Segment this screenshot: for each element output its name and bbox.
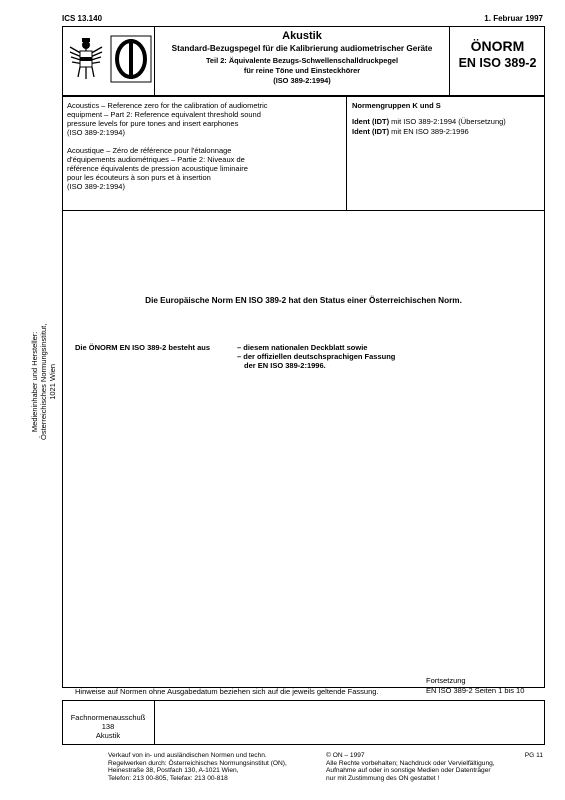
- austrian-eagle-logo: [64, 35, 108, 88]
- header-subtitle: Standard-Bezugspegel für die Kalibrierung audiometrischer Geräte: [171, 44, 433, 53]
- consists-list: – diesem nationalen Deckblatt sowie – der offiziellen deutschsprachigen Fassung der EN ISO 389-2:1996.: [237, 343, 396, 370]
- footer-sales-info: Verkauf von in- und ausländischen Normen und techn. Regelwerken durch: Österreichisches Normungsinstitut (ON), Heinestraße 38, Postfach 130, A-1021 Wien, Telefon: 213 00-805, Telefax: 213 00-818: [108, 752, 287, 782]
- english-title: Acoustics – Reference zero for the calibration of audiometric equipment – Part 2: Reference equivalent threshold sound pressure levels for pure tones and insert earphones (ISO 389-2:1994): [67, 101, 268, 137]
- continuation-pages: EN ISO 389-2 Seiten 1 bis 10: [426, 686, 525, 695]
- header-part-line1: Teil 2: Äquivalente Bezugs-Schwellenschalldruckpegel: [205, 56, 399, 65]
- continuation-label: Fortsetzung: [426, 676, 466, 685]
- norm-groups: Normengruppen K und S: [352, 101, 441, 110]
- ident-line-2: Ident (IDT) mit EN ISO 389-2:1996: [352, 127, 469, 136]
- header-part-line2: für reine Töne und Einsteckhörer: [243, 66, 361, 75]
- issue-date: 1. Februar 1997: [484, 14, 543, 23]
- footer-copyright: © ON – 1997 Alle Rechte vorbehalten; Nachdruck oder Vervielfältigung, Aufnahme auf oder in sonstige Medien oder Datenträger nur mit Zustimmung des ON gestattet !: [326, 752, 495, 782]
- consists-label: Die ÖNORM EN ISO 389-2 besteht aus: [75, 343, 211, 352]
- header-part-line3: (ISO 389-2:1994): [273, 76, 331, 85]
- ics-code: ICS 13.140: [62, 14, 103, 23]
- header-title: Akustik: [282, 30, 322, 42]
- status-statement: Die Europäische Norm EN ISO 389-2 hat den Status einer Österreichischen Norm.: [145, 296, 462, 305]
- hint-text: Hinweise auf Normen ohne Ausgabedatum beziehen sich auf die jeweils geltende Fassung.: [75, 687, 379, 696]
- publisher-side-text: Medieninhaber und Hersteller: Österreichisches Normungsinstitut, 1021 Wien: [30, 323, 57, 440]
- on-logo: [110, 35, 152, 88]
- committee-info: Fachnormenausschuß 138 Akustik: [70, 713, 146, 740]
- french-title: Acoustique – Zéro de référence pour l'étalonnage d'équipements audiométriques – Partie 2: Niveaux de référence équivalents de pression acoustique liminaire pour les écouteurs à son purs et à insertion (ISO 389-2:1994): [67, 146, 248, 191]
- ident-line-1: Ident (IDT) mit ISO 389-2:1994 (Übersetzung): [352, 117, 506, 126]
- norm-label: ÖNORM: [470, 38, 525, 54]
- norm-number: EN ISO 389-2: [458, 56, 537, 70]
- price-group: PG 11: [524, 752, 543, 759]
